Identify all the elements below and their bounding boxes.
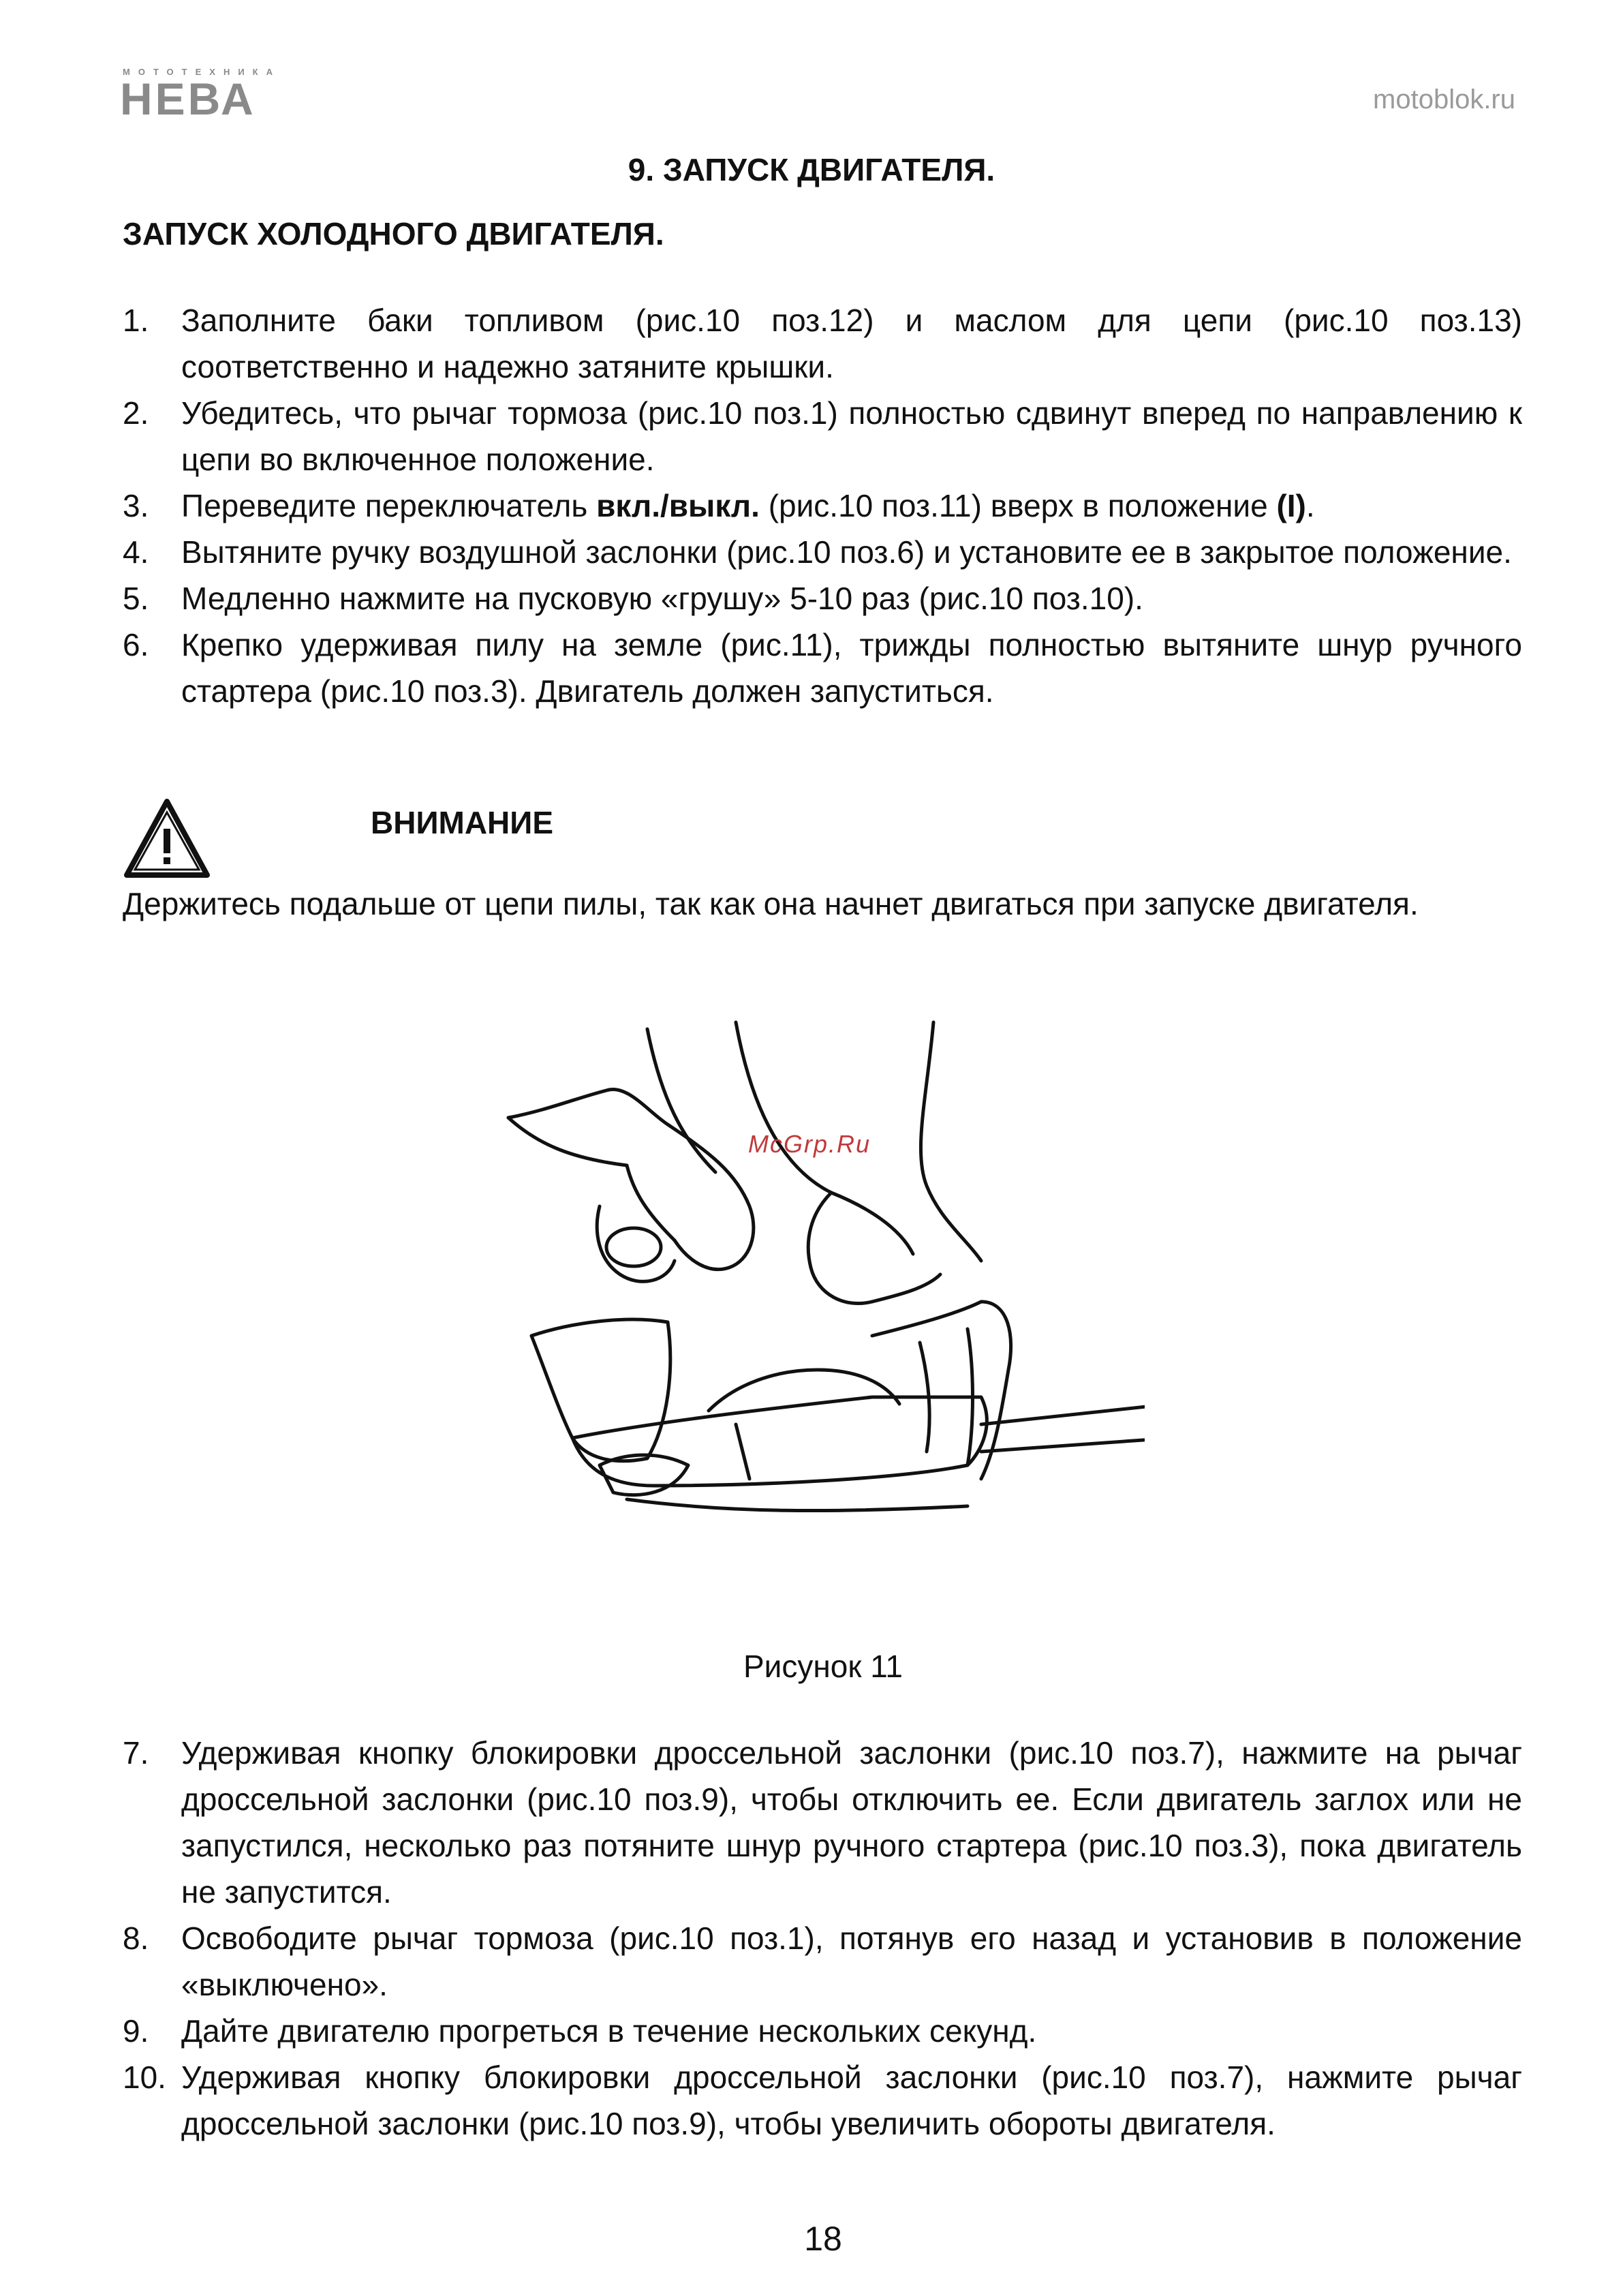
page-number: 18 (804, 2220, 842, 2258)
step-number: 9. (123, 2013, 149, 2049)
step-text: Освободите рычаг тормоза (рис.10 поз.1), потянув его назад и установив в положение «выключено». (181, 1920, 1522, 2002)
warning-title: ВНИМАНИЕ (371, 805, 554, 840)
step-number: 5. (123, 581, 149, 616)
list-item (123, 2008, 1522, 2054)
step-text: Дайте двигателю прогреться в течение нескольких секунд. (181, 2013, 1037, 2049)
step-number: 10. (123, 2060, 166, 2095)
step-text: Удерживая кнопку блокировки дроссельной заслонки (рис.10 поз.7), нажмите на рычаг дроссельной заслонки (рис.10 поз.9), чтобы отключить ее. Если двигатель заглох или не запустился, несколько раз потяните шнур ручного стартера (рис.10 поз.3), пока двигатель не запустится. (181, 1735, 1522, 1910)
site-url[interactable]: motoblok.ru (1373, 85, 1515, 114)
step-number: 2. (123, 395, 149, 431)
section-title: 9. ЗАПУСК ДВИГАТЕЛЯ. (628, 152, 995, 187)
warning-triangle-icon (123, 797, 211, 879)
steps-list-first (123, 297, 1522, 714)
step-number: 8. (123, 1920, 149, 1956)
step-number: 6. (123, 627, 149, 662)
subsection-title: ЗАПУСК ХОЛОДНОГО ДВИГАТЕЛЯ. (123, 216, 664, 251)
step-text-mid: (рис.10 поз.11) вверх в положение (759, 488, 1277, 523)
step-number: 7. (123, 1735, 149, 1771)
warning-text: Держитесь подальше от цепи пилы, так как она начнет двигаться при запуске двигателя. (123, 886, 1419, 921)
step-text: Удерживая кнопку блокировки дроссельной заслонки (рис.10 поз.7), нажмите рычаг дроссельной заслонки (рис.10 поз.9), чтобы увеличить обороты двигателя. (181, 2060, 1522, 2141)
brand-logo (120, 67, 303, 124)
list-item (123, 297, 1522, 390)
step-text: Убедитесь, что рычаг тормоза (рис.10 поз.1) полностью сдвинут вперед по направлению к цепи во включенное положение. (181, 395, 1522, 477)
position-label: (I) (1276, 488, 1306, 523)
list-item (123, 483, 1522, 529)
step-number: 4. (123, 534, 149, 570)
logo-subtitle: МОТОТЕХНИКА (123, 67, 281, 77)
step-number: 3. (123, 488, 149, 523)
figure-caption: Рисунок 11 (743, 1649, 903, 1684)
list-item (123, 2054, 1522, 2147)
step-text-pre: Переведите переключатель (181, 488, 597, 523)
steps-list-second (123, 1730, 1522, 2147)
step-text-post: . (1305, 488, 1315, 523)
logo-wordmark: НЕВА (120, 74, 256, 124)
watermark: McGrp.Ru (748, 1130, 871, 1158)
list-item (123, 1730, 1522, 1915)
step-text: Вытяните ручку воздушной заслонки (рис.10 поз.6) и установите ее в закрытое положение. (181, 534, 1512, 570)
list-item (123, 575, 1522, 622)
list-item (123, 529, 1522, 575)
list-item (123, 622, 1522, 714)
step-number: 1. (123, 303, 149, 338)
list-item (123, 390, 1522, 483)
switch-label: вкл./выкл. (596, 488, 760, 523)
step-text: Медленно нажмите на пусковую «грушу» 5-10 раз (рис.10 поз.10). (181, 581, 1143, 616)
list-item (123, 1915, 1522, 2008)
step-text: Заполните баки топливом (рис.10 поз.12) и маслом для цепи (рис.10 поз.13) соответственно и надежно затяните крышки. (181, 303, 1522, 384)
step-text: Крепко удерживая пилу на земле (рис.11), трижды полностью вытяните шнур ручного стартера (рис.10 поз.3). Двигатель должен запуститься. (181, 627, 1522, 709)
chainsaw-start-illustration (491, 1015, 1145, 1602)
